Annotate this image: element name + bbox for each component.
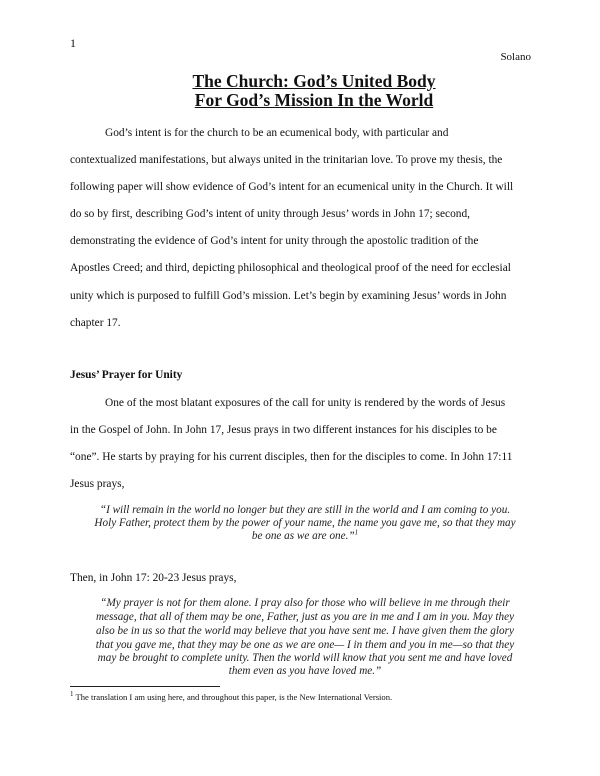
footnote-reference: 1	[354, 528, 359, 537]
intro-line: chapter 17.	[70, 317, 121, 329]
section-line: Jesus prays,	[70, 478, 125, 490]
intro-line: God’s intent is for the church to be an ecumenical body, with particular and	[105, 127, 449, 139]
block-quote-line: Holy Father, protect them by the power of your name, the name you gave me, so that they may	[94, 517, 516, 529]
section-heading: Jesus’ Prayer for Unity	[70, 369, 183, 381]
block-quote-line: them even as you have loved me.”	[228, 665, 382, 677]
footnote-text: The translation I am using here, and throughout this paper, is the New International Version.	[75, 692, 393, 702]
footnote-marker: 1	[70, 690, 74, 699]
block-quote-line: message, that all of them may be one, Father, just as you are in me and I am in you. May they	[95, 611, 515, 623]
block-quote-line	[70, 530, 540, 543]
block-quote-line: may be brought to complete unity. Then the world will know that you sent me and have loved	[97, 652, 513, 664]
intro-line: Apostles Creed; and third, depicting philosophical and theological proof of the need for ecclesial	[70, 262, 511, 274]
intro-line: contextualized manifestations, but always united in the trinitarian love. To prove my thesis, the	[70, 154, 503, 166]
author-name: Solano	[500, 51, 531, 63]
page-number: 1	[70, 36, 76, 50]
block-quote-line: also be in us so that the world may believe that you have sent me. I have given them the glory	[96, 625, 514, 637]
paper-title-line-2: For God’s Mission In the World	[194, 90, 434, 110]
block-quote-line: “I will remain in the world no longer but they are still in the world and I am coming to you.	[99, 504, 511, 516]
block-quote-line: “My prayer is not for them alone. I pray also for those who will believe in me through their	[100, 597, 510, 609]
intro-line: demonstrating the evidence of God’s intent for unity through the apostolic tradition of the	[70, 235, 479, 247]
block-quote-line: that you gave me, that they may be one as we are one— I in them and you in me—so that they	[95, 639, 515, 651]
intro-line: do so by first, describing God’s intent of unity through Jesus’ words in John 17; second,	[70, 208, 471, 220]
intro-line: following paper will show evidence of God’s intent for an ecumenical unity in the Church. It will	[70, 181, 514, 193]
footnote	[70, 692, 392, 702]
intro-line: unity which is purposed to fulfill God’s mission. Let’s begin by examining Jesus’ words in John	[70, 290, 507, 302]
section-line: One of the most blatant exposures of the call for unity is rendered by the words of Jesus	[105, 397, 506, 409]
block-quote-text: be one as we are one.”	[251, 530, 355, 542]
transition-text: Then, in John 17: 20-23 Jesus prays,	[70, 572, 237, 584]
section-line: “one”. He starts by praying for his current disciples, then for the disciples to come. In John 17:11	[70, 451, 513, 463]
footnote-divider	[70, 686, 220, 687]
section-line: in the Gospel of John. In John 17, Jesus prays in two different instances for his disciples to be	[70, 424, 497, 436]
paper-title-line-1: The Church: God’s United Body	[192, 71, 436, 91]
